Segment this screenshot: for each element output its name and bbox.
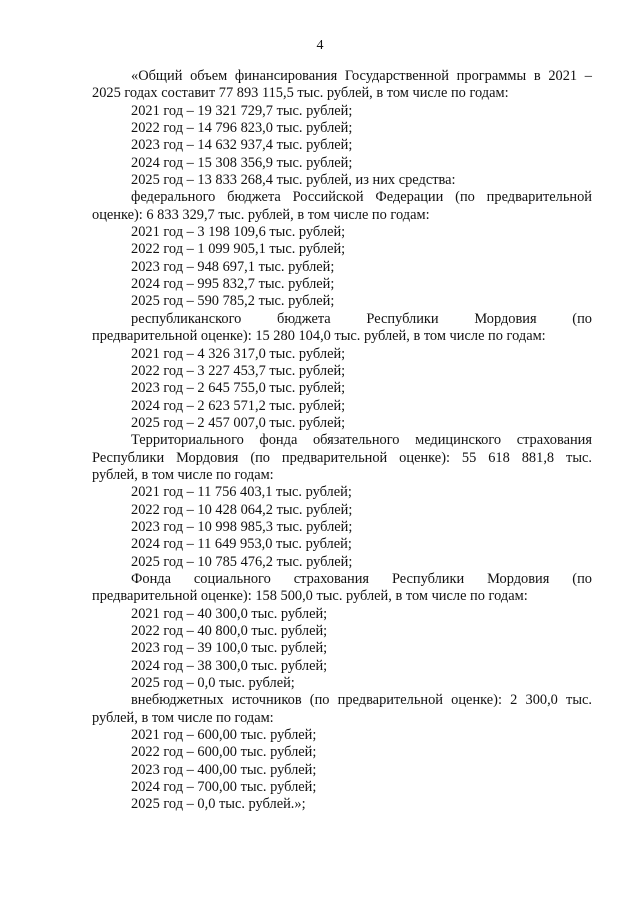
text-line: 2024 год – 995 832,7 тыс. рублей; [131,276,335,293]
text-line: 2025 год – 0,0 тыс. рублей; [131,675,295,692]
text-line: 2021 год – 600,00 тыс. рублей; [131,727,317,744]
text-line: 2024 год – 700,00 тыс. рублей; [131,779,317,796]
text-line: 2023 год – 2 645 755,0 тыс. рублей; [131,380,346,397]
text-line: оценке): 6 833 329,7 тыс. рублей, в том числе по годам: [92,206,430,223]
text-line: федерального бюджета Российской Федерации (по предварительной [131,189,592,206]
text-line: Фонда социального страхования Республики Мордовия (по [131,570,592,587]
text-line: рублей, в том числе по годам: [92,709,274,726]
document-body [92,68,592,814]
text-line: 2023 год – 10 998 985,3 тыс. рублей; [131,518,353,535]
text-line: 2022 год – 3 227 453,7 тыс. рублей; [131,362,346,379]
text-line: 2021 год – 4 326 317,0 тыс. рублей; [131,345,346,362]
text-line: 2024 год – 38 300,0 тыс. рублей; [131,657,328,674]
text-line: 2025 год – 10 785 476,2 тыс. рублей; [131,553,353,570]
text-line: предварительной оценке): 15 280 104,0 тыс. рублей, в том числе по годам: [92,328,546,345]
text-line: 2024 год – 15 308 356,9 тыс. рублей; [131,154,353,171]
text-line: 2021 год – 40 300,0 тыс. рублей; [131,605,328,622]
text-line: рублей, в том числе по годам: [92,466,274,483]
text-line: 2024 год – 2 623 571,2 тыс. рублей; [131,397,346,414]
text-line: Территориального фонда обязательного медицинского страхования [131,432,592,449]
text-line: предварительной оценке): 158 500,0 тыс. рублей, в том числе по годам: [92,588,528,605]
text-line: 2025 год – 13 833 268,4 тыс. рублей, из них средства: [131,172,456,189]
text-line: 2021 год – 19 321 729,7 тыс. рублей; [131,102,353,119]
page-number: 4 [316,38,324,53]
text-line: 2022 год – 40 800,0 тыс. рублей; [131,623,328,639]
text-line: 2024 год – 11 649 953,0 тыс. рублей; [131,536,352,553]
text-line: 2023 год – 39 100,0 тыс. рублей; [131,640,328,657]
text-line: 2022 год – 1 099 905,1 тыс. рублей; [131,241,346,258]
text-line: 2023 год – 948 697,1 тыс. рублей; [131,258,335,275]
text-line: 2025 год – 0,0 тыс. рублей.»; [131,796,306,813]
text-line: 2022 год – 10 428 064,2 тыс. рублей; [131,501,353,518]
text-line: Республики Мордовия (по предварительной оценке): 55 618 881,8 тыс. [92,449,592,466]
text-line: 2021 год – 11 756 403,1 тыс. рублей; [131,484,352,501]
text-line: 2022 год – 14 796 823,0 тыс. рублей; [131,120,353,137]
text-line: 2021 год – 3 198 109,6 тыс. рублей; [131,224,346,241]
text-line: 2023 год – 400,00 тыс. рублей; [131,761,317,778]
text-line: 2025 годах составит 77 893 115,5 тыс. рублей, в том числе по годам: [92,85,509,102]
text-line: республиканского бюджета Республики Мордовия (по [131,310,592,327]
text-line: внебюджетных источников (по предварительной оценке): 2 300,0 тыс. [131,692,592,709]
text-line: 2022 год – 600,00 тыс. рублей; [131,744,317,761]
text-line: 2025 год – 590 785,2 тыс. рублей; [131,293,335,310]
text-line: 2025 год – 2 457 007,0 тыс. рублей; [131,414,346,431]
text-line: 2023 год – 14 632 937,4 тыс. рублей; [131,137,353,154]
text-line: «Общий объем финансирования Государственной программы в 2021 – [131,68,592,84]
